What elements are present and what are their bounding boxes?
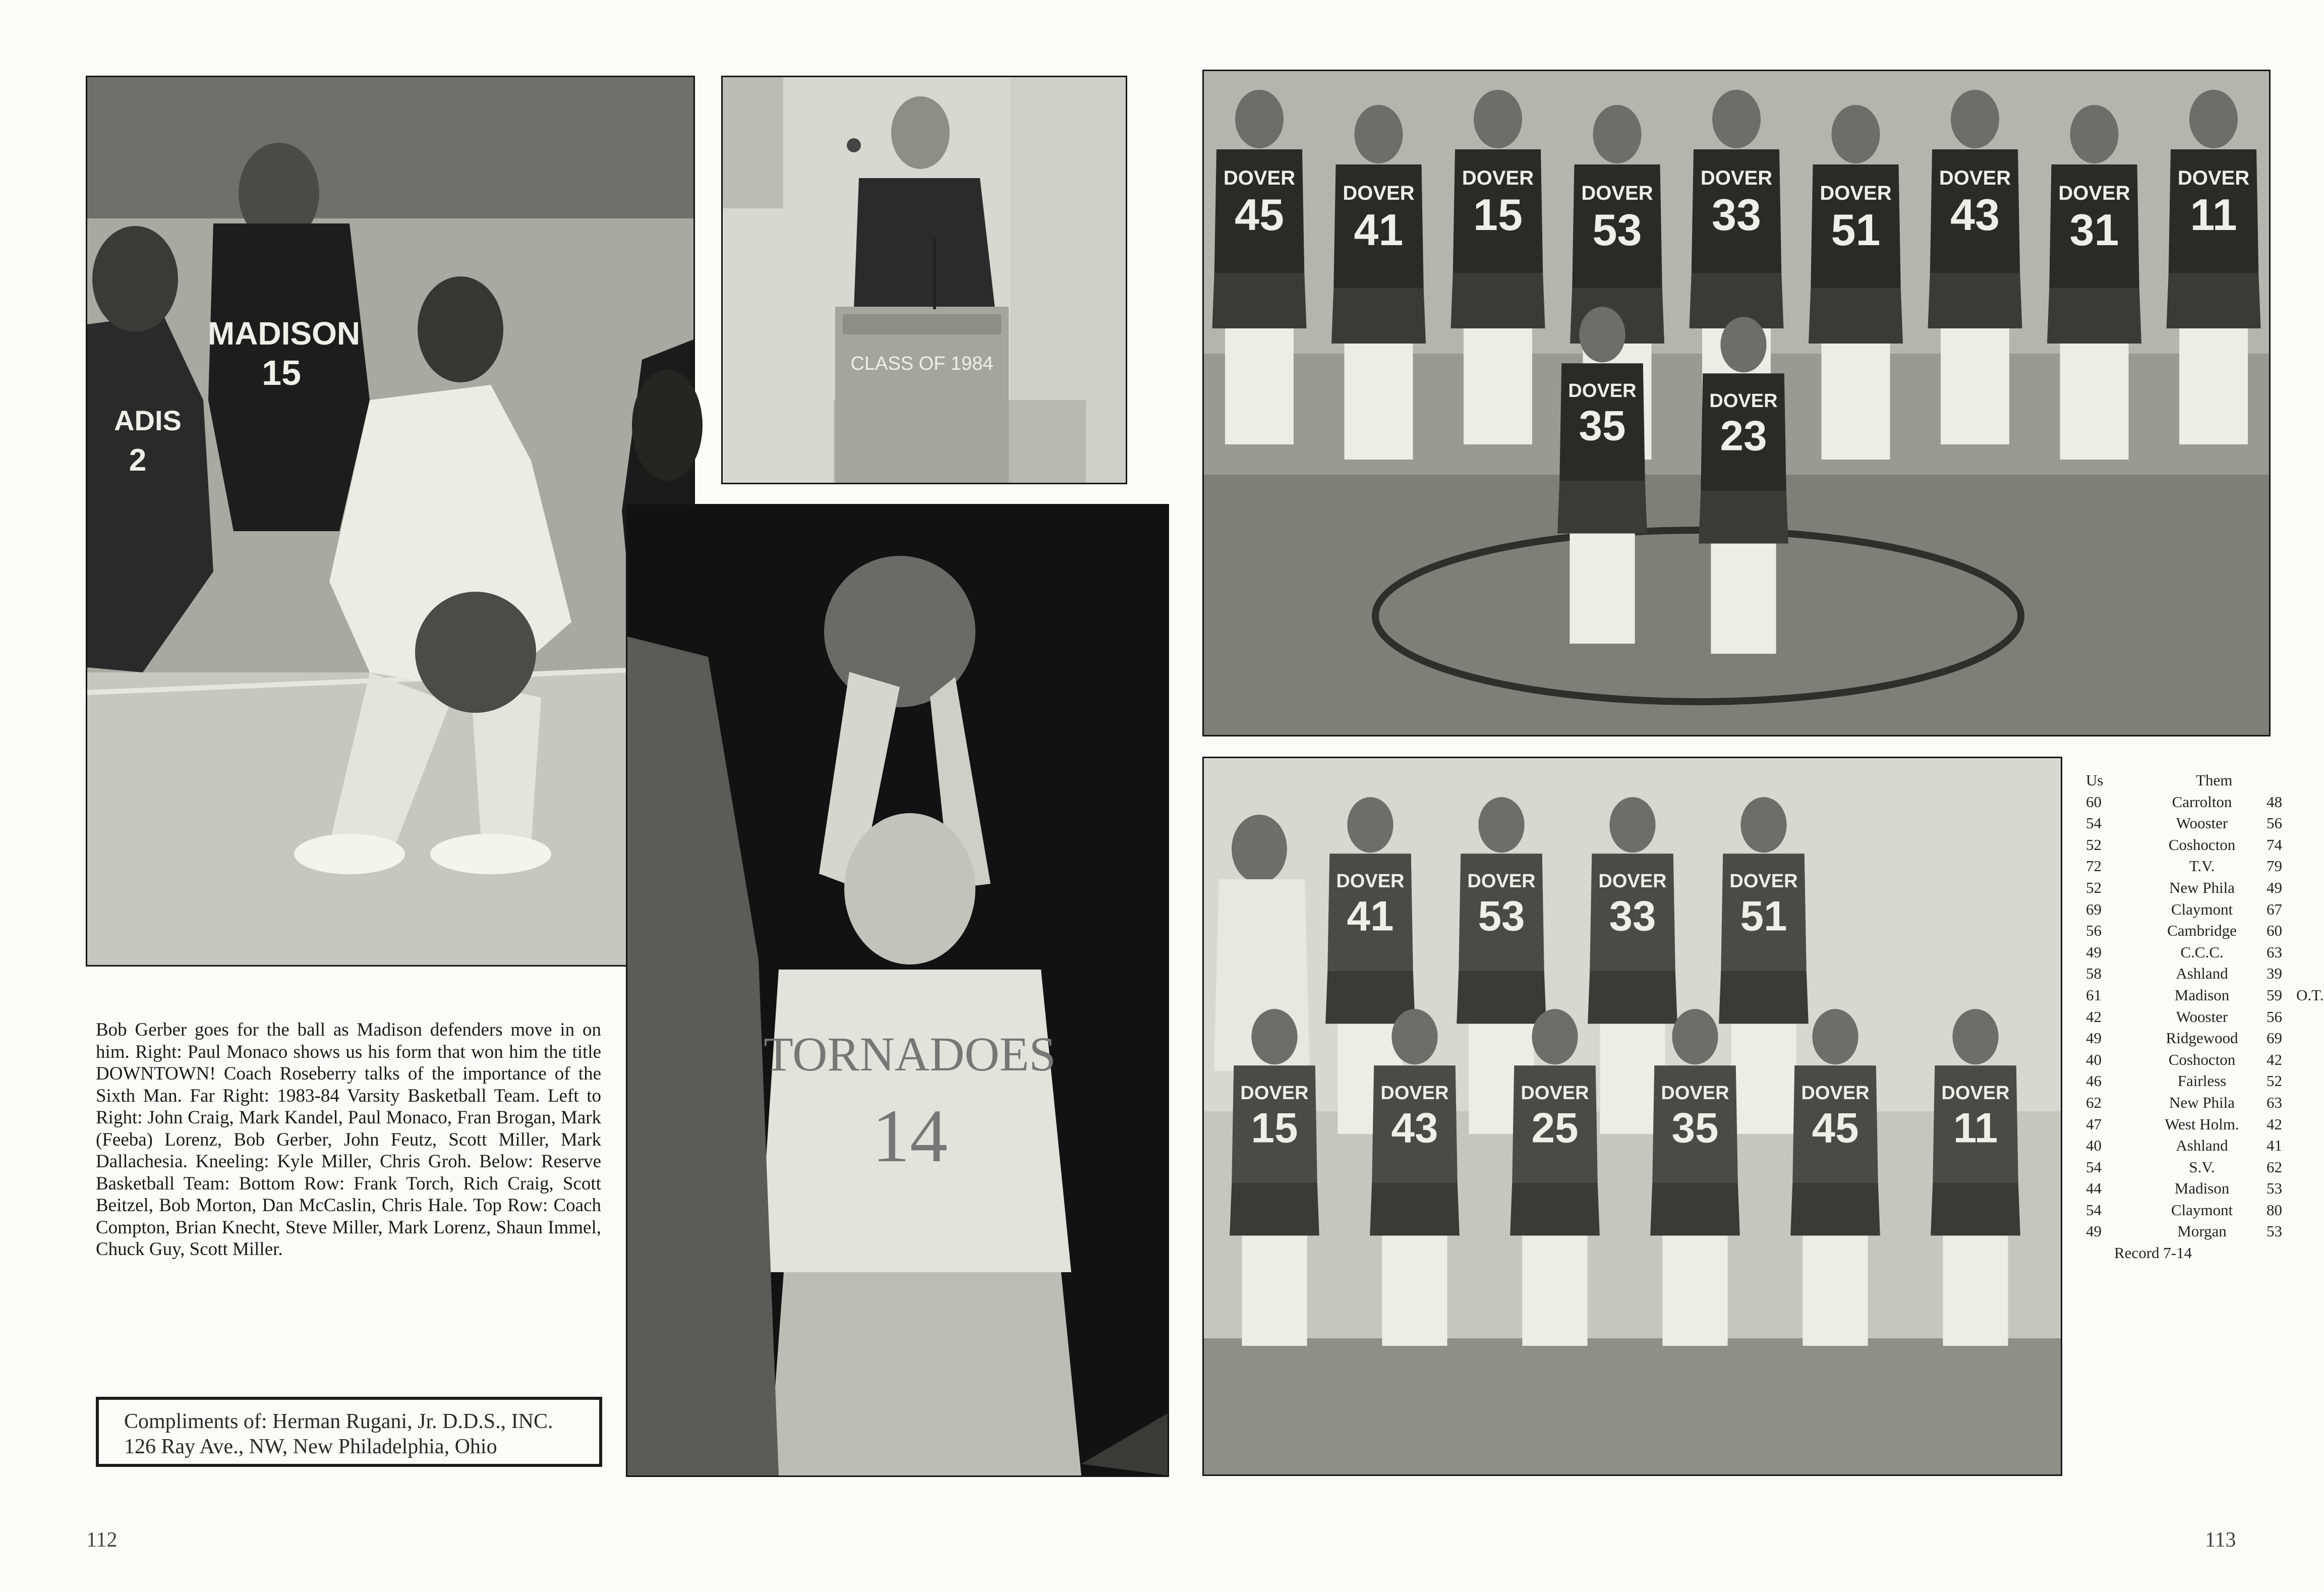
game-score-them: 42 bbox=[2267, 1115, 2282, 1133]
jersey-team-text: DOVER bbox=[1941, 1082, 2010, 1104]
jersey-team-text: DOVER bbox=[1462, 167, 1534, 189]
game-score-us: 54 bbox=[2086, 814, 2102, 832]
jersey-team-text: DOVER bbox=[1240, 1082, 1309, 1104]
jersey-team-text: DOVER bbox=[1568, 380, 1637, 402]
tornadoes-jersey-text: TORNADOES bbox=[764, 1027, 1056, 1081]
game-score-them: 48 bbox=[2267, 792, 2282, 811]
schedule-row bbox=[2086, 963, 2298, 985]
game-opponent: New Phila bbox=[2169, 1093, 2235, 1111]
game-opponent: Ashland bbox=[2176, 1136, 2228, 1155]
jersey-team-text: DOVER bbox=[1939, 167, 2011, 189]
game-opponent: S.V. bbox=[2189, 1158, 2215, 1176]
schedule-header bbox=[2086, 770, 2298, 791]
schedule-row bbox=[2086, 899, 2298, 921]
photo-caption: Bob Gerber goes for the ball as Madison defenders move in on him. Right: Paul Monaco shows us his form that won him the title DOWNTOWN! Coach Roseberry talks of the importance of the Sixth Man. Far Right: 1983-84 Varsity Basketball Team. Left to Right: John Craig, Mark Kandel, Paul Monaco, Fran Brogan, Mark (Feeba) Lorenz, Bob Gerber, John Feutz, Scott Miller, Mark Dallachesia. Kneeling: Kyle Miller, Chris Groh. Below: Reserve Basketball Team: Bottom Row: Frank Torch, Rich Craig, Scott Beitzel, Bob Morton, Dan McCaslin, Chris Hale. Top Row: Coach Compton, Brian Knecht, Steve Miller, Mark Lorenz, Shaun Immel, Chuck Guy, Scott Miller. bbox=[96, 1019, 601, 1260]
schedule-row bbox=[2086, 1135, 2298, 1157]
game-score-us: 47 bbox=[2086, 1115, 2102, 1133]
game-score-us: 58 bbox=[2086, 964, 2102, 983]
game-score-them: 80 bbox=[2267, 1201, 2282, 1219]
jersey-number: 43 bbox=[1391, 1104, 1438, 1152]
game-opponent: Wooster bbox=[2176, 1007, 2228, 1026]
schedule-row bbox=[2086, 1092, 2298, 1114]
sponsor-box bbox=[96, 1397, 602, 1467]
jersey-number: 51 bbox=[1740, 892, 1787, 940]
game-score-us: 69 bbox=[2086, 900, 2102, 918]
schedule-row bbox=[2086, 791, 2298, 813]
page-number-right: 113 bbox=[2205, 1528, 2236, 1552]
game-score-them: 74 bbox=[2267, 835, 2282, 854]
game-opponent: Madison bbox=[2174, 986, 2230, 1004]
game-score-us: 44 bbox=[2086, 1179, 2102, 1198]
game-score-us: 54 bbox=[2086, 1158, 2102, 1176]
jersey-team-text: DOVER bbox=[1467, 870, 1536, 892]
game-opponent: New Phila bbox=[2169, 878, 2235, 896]
schedule-row bbox=[2086, 1200, 2298, 1221]
game-score-us: 62 bbox=[2086, 1093, 2102, 1111]
schedule-row bbox=[2086, 920, 2298, 942]
jersey-number: 45 bbox=[1235, 190, 1284, 240]
game-note: O.T. bbox=[2296, 986, 2324, 1004]
jersey-number: 15 bbox=[1251, 1104, 1298, 1152]
schedule-row bbox=[2086, 1028, 2298, 1049]
game-opponent: T.V. bbox=[2189, 857, 2215, 875]
header-them: Them bbox=[2196, 771, 2233, 789]
jersey-team-text: DOVER bbox=[2177, 167, 2250, 189]
game-score-them: 39 bbox=[2267, 964, 2282, 983]
game-score-them: 60 bbox=[2267, 922, 2282, 940]
schedule-row bbox=[2086, 1221, 2298, 1242]
header-us: Us bbox=[2086, 771, 2104, 789]
game-score-us: 52 bbox=[2086, 835, 2102, 854]
game-opponent: West Holm. bbox=[2165, 1115, 2239, 1133]
game-score-them: 63 bbox=[2267, 943, 2282, 961]
game-score-us: 49 bbox=[2086, 1222, 2102, 1240]
game-score-them: 53 bbox=[2267, 1179, 2282, 1198]
reserve-team-photo bbox=[1202, 757, 2062, 1476]
madison-jersey-number: 15 bbox=[262, 353, 301, 392]
madison-game-photo bbox=[86, 76, 695, 966]
tornadoes-jersey-number: 14 bbox=[872, 1094, 948, 1178]
game-score-us: 42 bbox=[2086, 1007, 2102, 1026]
jersey-number: 53 bbox=[1478, 892, 1525, 940]
jersey-team-text: DOVER bbox=[1661, 1082, 1729, 1104]
game-score-us: 72 bbox=[2086, 857, 2102, 875]
game-score-us: 49 bbox=[2086, 943, 2102, 961]
jersey-number: 35 bbox=[1579, 402, 1626, 449]
jersey-team-text: DOVER bbox=[1581, 182, 1653, 204]
jersey-team-text: DOVER bbox=[1336, 870, 1405, 892]
jersey-number: 33 bbox=[1712, 190, 1761, 240]
game-score-us: 40 bbox=[2086, 1050, 2102, 1068]
game-score-them: 67 bbox=[2267, 900, 2282, 918]
schedule-row bbox=[2086, 1006, 2298, 1028]
schedule-row bbox=[2086, 856, 2298, 877]
game-score-them: 63 bbox=[2267, 1093, 2282, 1111]
sponsor-line-1: Compliments of: Herman Rugani, Jr. D.D.S., INC. bbox=[124, 1410, 553, 1433]
jersey-number: 51 bbox=[1831, 205, 1881, 255]
schedule-row bbox=[2086, 1157, 2298, 1178]
jersey-team-text: DOVER bbox=[1223, 167, 1296, 189]
game-opponent: Carrolton bbox=[2172, 792, 2232, 811]
schedule-row bbox=[2086, 1114, 2298, 1135]
game-opponent: Fairless bbox=[2177, 1072, 2227, 1090]
schedule-row bbox=[2086, 985, 2324, 1006]
schedule-row bbox=[2086, 1070, 2298, 1092]
schedule-row bbox=[2086, 877, 2298, 899]
jersey-team-text: DOVER bbox=[1820, 182, 1892, 204]
schedule-row bbox=[2086, 813, 2298, 834]
game-score-them: 56 bbox=[2267, 814, 2282, 832]
game-score-them: 53 bbox=[2267, 1222, 2282, 1240]
game-score-them: 52 bbox=[2267, 1072, 2282, 1090]
game-opponent: Claymont bbox=[2171, 1201, 2233, 1219]
jersey-number: 11 bbox=[1953, 1104, 1998, 1152]
game-score-us: 54 bbox=[2086, 1201, 2102, 1219]
jersey-number: 23 bbox=[1720, 412, 1767, 460]
jersey-team-text: DOVER bbox=[1521, 1082, 1589, 1104]
coach-podium-photo bbox=[721, 76, 1127, 484]
page-number-left: 112 bbox=[86, 1528, 118, 1552]
schedule-row bbox=[2086, 834, 2298, 856]
game-score-them: 79 bbox=[2267, 857, 2282, 875]
game-score-us: 49 bbox=[2086, 1029, 2102, 1047]
schedule-row bbox=[2086, 942, 2298, 963]
sponsor-line-2: 126 Ray Ave., NW, New Philadelphia, Ohio bbox=[124, 1435, 497, 1458]
game-score-them: 49 bbox=[2267, 878, 2282, 896]
jersey-number: 43 bbox=[1950, 190, 2000, 240]
partial-jersey-number: 2 bbox=[129, 443, 147, 478]
jersey-team-text: DOVER bbox=[1343, 182, 1415, 204]
schedule-row bbox=[2086, 1178, 2298, 1200]
partial-jersey-text: ADIS bbox=[114, 405, 182, 436]
varsity-team-photo bbox=[1202, 70, 2271, 736]
madison-jersey-text: MADISON bbox=[207, 315, 361, 352]
game-opponent: Cambridge bbox=[2167, 922, 2237, 940]
game-opponent: Morgan bbox=[2177, 1222, 2227, 1240]
game-opponent: Wooster bbox=[2176, 814, 2228, 832]
game-score-them: 62 bbox=[2267, 1158, 2282, 1176]
reserve-svg bbox=[1204, 758, 2061, 1474]
game-opponent: Ashland bbox=[2176, 964, 2228, 983]
game-score-us: 40 bbox=[2086, 1136, 2102, 1155]
game-score-them: 41 bbox=[2267, 1136, 2282, 1155]
game-opponent: Claymont bbox=[2171, 900, 2233, 918]
jersey-team-text: DOVER bbox=[1380, 1082, 1449, 1104]
game-score-us: 52 bbox=[2086, 878, 2102, 896]
game-opponent: Coshocton bbox=[2168, 835, 2236, 854]
jersey-team-text: DOVER bbox=[1709, 390, 1778, 412]
season-record: Record 7-14 bbox=[2114, 1244, 2192, 1262]
jersey-number: 41 bbox=[1354, 205, 1404, 255]
season-schedule bbox=[2086, 770, 2324, 1264]
game-opponent: Madison bbox=[2174, 1179, 2230, 1198]
game-score-us: 56 bbox=[2086, 922, 2102, 940]
game-score-us: 60 bbox=[2086, 792, 2102, 811]
jersey-team-text: DOVER bbox=[1598, 870, 1667, 892]
jersey-team-text: DOVER bbox=[2058, 182, 2130, 204]
jersey-number: 25 bbox=[1531, 1104, 1579, 1152]
schedule-row bbox=[2086, 1049, 2298, 1071]
game-opponent: Ridgewood bbox=[2166, 1029, 2238, 1047]
game-score-them: 59 bbox=[2267, 986, 2282, 1004]
jersey-number: 41 bbox=[1347, 892, 1394, 940]
game-score-them: 56 bbox=[2267, 1007, 2282, 1026]
free-throw-photo bbox=[626, 504, 1169, 1477]
jersey-number: 35 bbox=[1671, 1104, 1719, 1152]
game-score-us: 61 bbox=[2086, 986, 2102, 1004]
jersey-team-text: DOVER bbox=[1801, 1082, 1870, 1104]
game-opponent: Coshocton bbox=[2168, 1050, 2236, 1068]
jersey-number: 45 bbox=[1812, 1104, 1859, 1152]
game-score-them: 42 bbox=[2267, 1050, 2282, 1068]
jersey-team-text: DOVER bbox=[1729, 870, 1798, 892]
game-score-us: 46 bbox=[2086, 1072, 2102, 1090]
game-opponent: C.C.C. bbox=[2180, 943, 2224, 961]
jersey-number: 11 bbox=[2190, 190, 2237, 240]
game-score-them: 69 bbox=[2267, 1029, 2282, 1047]
jersey-number: 31 bbox=[2069, 205, 2119, 255]
jersey-team-text: DOVER bbox=[1700, 167, 1773, 189]
varsity-svg bbox=[1204, 71, 2269, 735]
podium-text: CLASS OF 1984 bbox=[850, 353, 994, 374]
jersey-number: 53 bbox=[1592, 205, 1642, 255]
jersey-number: 15 bbox=[1473, 190, 1523, 240]
jersey-number: 33 bbox=[1609, 892, 1656, 940]
